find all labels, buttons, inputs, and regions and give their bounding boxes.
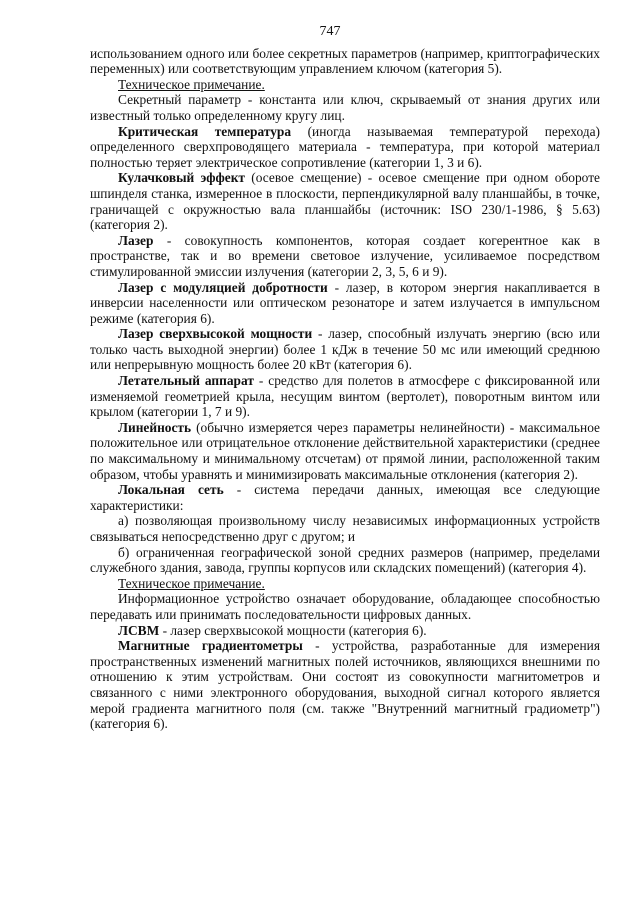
- technical-note-heading: [90, 77, 600, 93]
- definition-cam-effect: [90, 170, 600, 232]
- definition-super-high-power-laser: [90, 326, 600, 373]
- definition-term: Локальная сеть: [118, 482, 224, 498]
- definition-text: - лазер сверхвысокой мощности (категория 6).: [159, 622, 427, 638]
- definition-linearity: [90, 420, 600, 482]
- definition-text: - совокупность компонентов, которая создает когерентное как в пространстве, так и во времени световое излучение, усиливаемое посредством стимулированной эмиссии излучения (категории 2, 3, 5, 6 и 9).: [90, 232, 600, 279]
- definition-q-switched-laser: [90, 280, 600, 327]
- definition-term: Лазер сверхвысокой мощности: [118, 326, 313, 342]
- paragraph-text: Секретный параметр - константа или ключ, скрываемый от знания других или известный только определенному кругу лиц.: [90, 92, 600, 123]
- definition-term: Лазер с модуляцией добротности: [118, 279, 328, 295]
- paragraph-text: Информационное устройство означает оборудование, обладающее способностью передавать или принимать последовательности цифровых данных.: [90, 591, 600, 622]
- definition-critical-temperature: [90, 124, 600, 171]
- list-item-text: б) ограниченная географической зоной средних размеров (например, пределами служебного здания, завода, группы корпусов или складских помещений) (категория 4).: [90, 544, 600, 576]
- list-item-b: [90, 545, 600, 576]
- definition-text: - средство для полетов в атмосфере с фиксированной или изменяемой геометрией крыла, несущим винтом (вертолет), поворотным винтом или крылом (категории 1, 7 и 9).: [90, 373, 600, 420]
- list-item-text: а) позволяющая произвольному числу независимых информационных устройств связываться непосредственно друг с другом; и: [90, 513, 600, 544]
- definition-term: Лазер: [118, 232, 154, 248]
- definition-term: ЛСВМ: [118, 622, 160, 638]
- definition-term: Кулачковый эффект: [118, 170, 246, 186]
- definition-term: Критическая температура: [118, 123, 292, 139]
- definition-text: (иногда называемая температурой перехода) определенного сверхпроводящего материала - температура, при которой материал полностью теряет электрическое сопротивление (категории 1, 3 и 6).: [90, 123, 600, 170]
- list-item-a: [90, 513, 600, 544]
- note-heading-text: Техническое примечание.: [118, 575, 265, 591]
- definition-term: Летательный аппарат: [118, 373, 254, 389]
- definition-text: (обычно измеряется через параметры нелинейности) - максимальное положительное или отрицательное отклонение действительной характеристики (среднее по максимальному и минимальному отсчетам) от прямой линии, расположенной таким образом, чтобы уравнять и минимизировать максимальные отклонения (категория 2).: [90, 419, 600, 482]
- paragraph-continuation: [90, 46, 600, 77]
- page-number: 747: [319, 24, 341, 39]
- definition-text: - система передачи данных, имеющая все следующие характеристики:: [90, 482, 600, 513]
- definition-text: - лазер, способный излучать энергию (всю или только часть выходной энергии) более 1 кДж в течение 50 мс или имеющий среднюю или непрерывную мощность более 20 кВт (категория 6).: [90, 326, 600, 373]
- definition-aircraft: [90, 373, 600, 420]
- definition-lsvm: [90, 623, 600, 639]
- note-heading-text: Техническое примечание.: [118, 76, 265, 92]
- technical-note-body: [90, 591, 600, 622]
- definition-term: Магнитные градиентометры: [118, 638, 303, 654]
- definition-text: - устройства, разработанные для измерения пространственных изменений магнитных полей источников, являющихся внешними по отношению к этим устройствам. Они состоят из совокупности магнитометров и связанного с ними электронного оборудования, выходной сигнал которого является мерой градиента магнитного поля (см. также "Внутренний магнитный градиометр") (категория 6).: [90, 638, 600, 732]
- definition-text: - лазер, в котором энергия накапливается в инверсии населенности или оптическом резонаторе и затем излучается в импульсном режиме (категория 6).: [90, 279, 600, 326]
- technical-note-heading: [90, 576, 600, 592]
- paragraph-text: использованием одного или более секретных параметров (например, криптографических переменных) или соответствующим управлением ключом (категория 5).: [90, 45, 600, 77]
- technical-note-body: [90, 92, 600, 123]
- definition-local-area-network: [90, 482, 600, 513]
- definition-laser: [90, 233, 600, 280]
- definition-magnetic-gradiometers: [90, 638, 600, 732]
- definition-term: Линейность: [118, 419, 192, 435]
- definition-text: (осевое смещение) - осевое смещение при одном обороте шпинделя станка, измеренное в плоскости, перпендикулярной валу планшайбы, в точке, граничащей с окружностью вала планшайбы (источник: ISO 230/1-1986, § 5.63) (категория 2).: [90, 170, 600, 233]
